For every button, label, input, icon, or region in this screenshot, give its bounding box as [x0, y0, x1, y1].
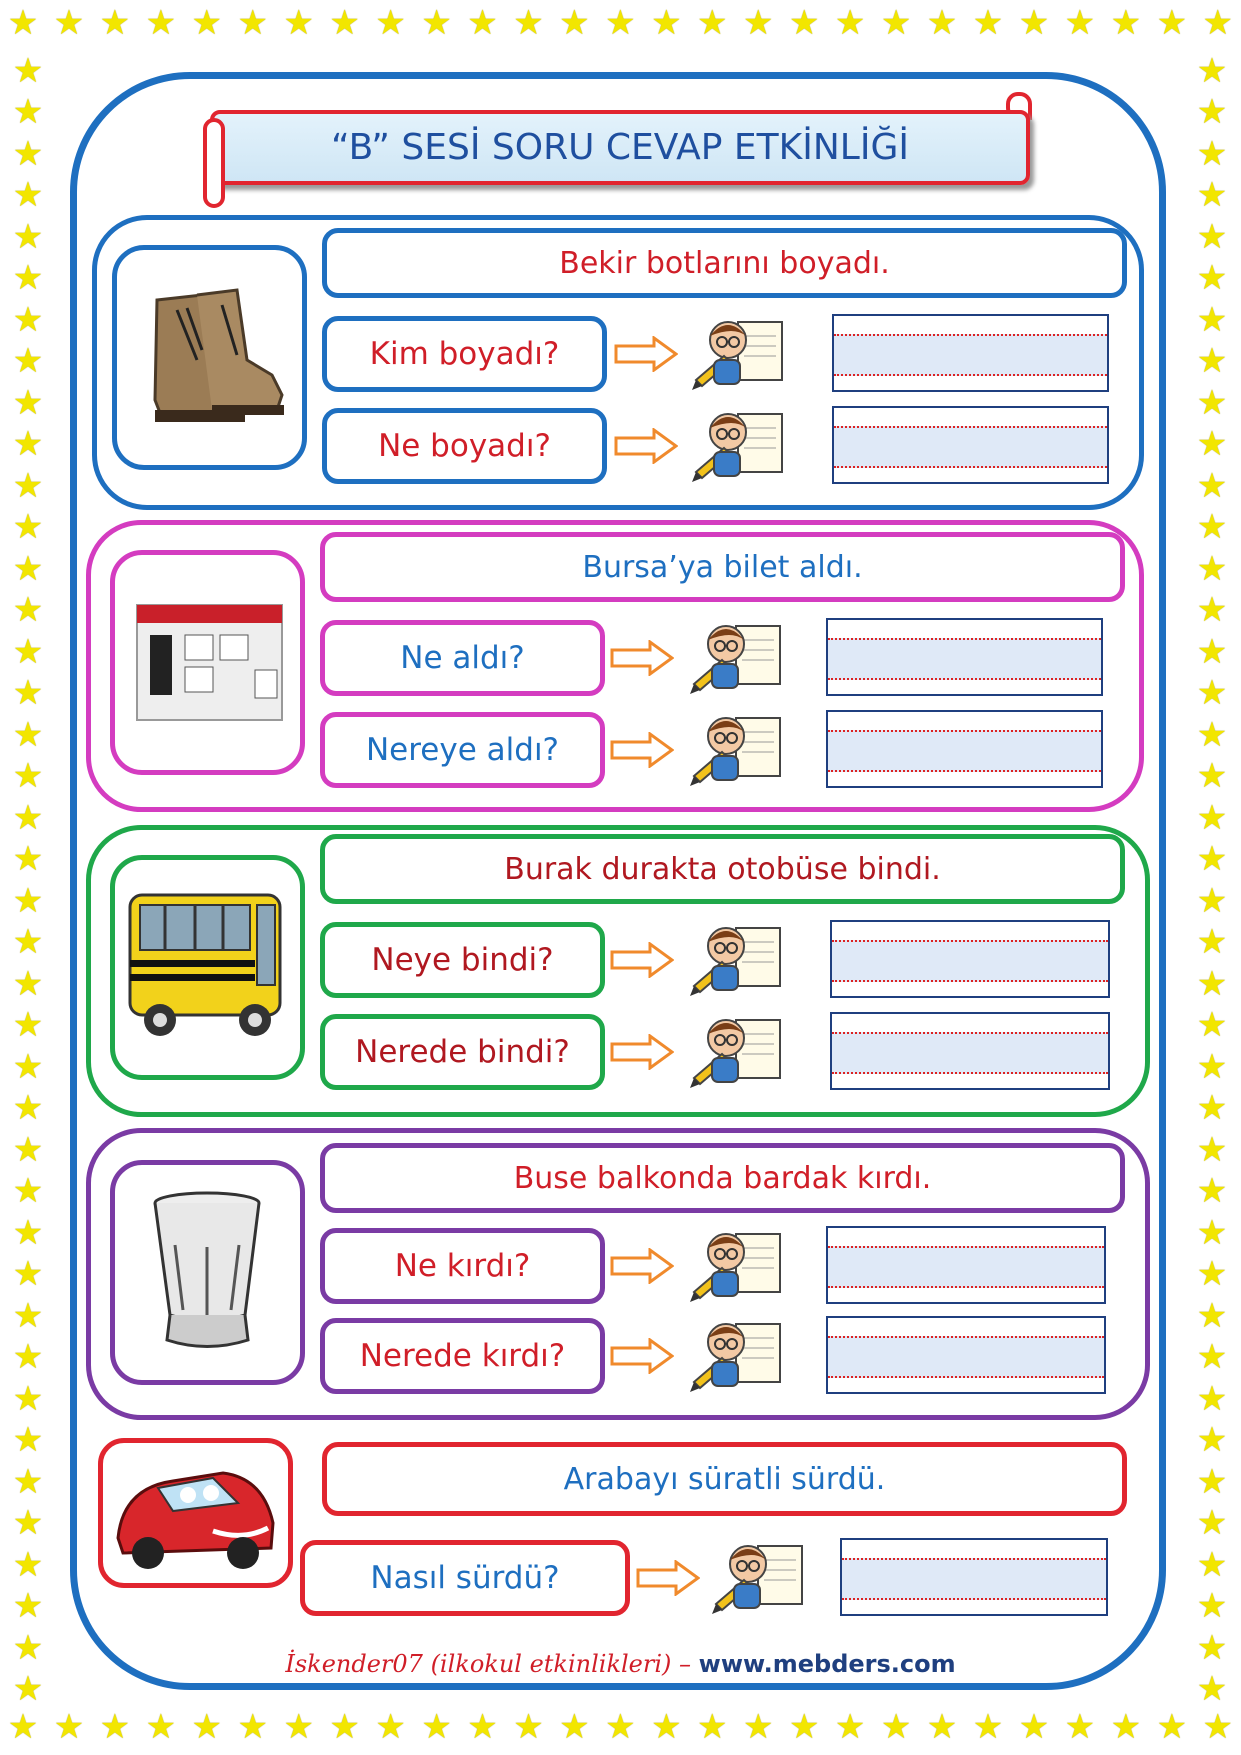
answer-writing-line [834, 334, 1107, 376]
star-icon: ★ [1196, 465, 1228, 506]
image-frame-5 [98, 1438, 293, 1588]
star-icon: ★ [1196, 424, 1228, 465]
star-icon: ★ [742, 1707, 774, 1747]
student-writing-icon [710, 1534, 810, 1618]
star-icon: ★ [421, 1707, 452, 1747]
star-icon: ★ [1196, 1544, 1228, 1585]
star-icon: ★ [12, 1420, 44, 1461]
star-icon: ★ [53, 3, 85, 43]
star-icon: ★ [834, 3, 866, 43]
question-5-1: Nasıl sürdü? [300, 1540, 630, 1616]
answer-box[interactable] [830, 920, 1110, 998]
star-icon: ★ [1196, 341, 1228, 382]
star-icon: ★ [1196, 133, 1228, 174]
arrow-right-icon [614, 428, 678, 464]
statement-3: Burak durakta otobüse bindi. [320, 834, 1125, 904]
answer-box[interactable] [830, 1012, 1110, 1090]
star-icon: ★ [605, 1707, 636, 1747]
star-icon: ★ [972, 3, 1004, 43]
arrow-right-icon [610, 640, 674, 676]
star-icon: ★ [145, 1707, 177, 1747]
star-icon: ★ [12, 1503, 44, 1544]
statement-2: Bursa’ya bilet aldı. [320, 532, 1125, 602]
star-icon: ★ [12, 756, 44, 797]
question-3-1: Neye bindi? [320, 922, 605, 998]
star-icon: ★ [697, 3, 728, 43]
star-icon: ★ [697, 1707, 728, 1747]
star-icon: ★ [283, 3, 314, 43]
star-icon: ★ [1196, 1337, 1228, 1378]
image-frame-1 [112, 245, 307, 470]
star-icon: ★ [1110, 1707, 1142, 1747]
answer-writing-line [828, 638, 1101, 680]
star-icon: ★ [1196, 1461, 1228, 1502]
star-icon: ★ [513, 1707, 544, 1747]
answer-writing-line [828, 1246, 1104, 1288]
star-icon: ★ [1202, 3, 1233, 43]
star-icon: ★ [559, 3, 590, 43]
star-icon: ★ [1196, 175, 1228, 216]
answer-box[interactable] [826, 710, 1103, 788]
star-icon: ★ [1196, 258, 1228, 299]
scroll-curl-left [203, 118, 225, 208]
star-icon: ★ [1196, 714, 1228, 755]
star-icon: ★ [12, 797, 44, 838]
star-icon: ★ [1196, 50, 1228, 91]
star-icon: ★ [1018, 3, 1050, 43]
star-icon: ★ [12, 880, 44, 921]
star-icon: ★ [12, 922, 44, 963]
star-icon: ★ [513, 3, 544, 43]
star-icon: ★ [12, 424, 44, 465]
star-icon: ★ [283, 1707, 314, 1747]
star-icon: ★ [1196, 1088, 1228, 1129]
star-icon: ★ [1196, 1046, 1228, 1087]
star-icon: ★ [329, 1707, 360, 1747]
star-icon: ★ [742, 3, 774, 43]
answer-writing-line [842, 1558, 1106, 1600]
star-icon: ★ [99, 1707, 131, 1747]
star-icon: ★ [1196, 1295, 1228, 1336]
student-writing-icon [690, 402, 790, 486]
star-icon: ★ [1196, 631, 1228, 672]
star-border-bottom [0, 1707, 1241, 1750]
answer-box[interactable] [832, 314, 1109, 392]
answer-writing-line [832, 940, 1108, 982]
star-icon: ★ [1196, 1627, 1228, 1668]
star-icon: ★ [12, 465, 44, 506]
star-icon: ★ [1196, 839, 1228, 880]
star-icon: ★ [12, 92, 44, 133]
star-icon: ★ [1064, 3, 1096, 43]
star-icon: ★ [926, 1707, 958, 1747]
question-2-2: Nereye aldı? [320, 712, 605, 788]
star-icon: ★ [12, 714, 44, 755]
star-icon: ★ [99, 3, 131, 43]
star-icon: ★ [1064, 1707, 1096, 1747]
star-icon: ★ [12, 1129, 44, 1170]
star-icon: ★ [1196, 1378, 1228, 1419]
star-icon: ★ [12, 1254, 44, 1295]
answer-box[interactable] [840, 1538, 1108, 1616]
star-icon: ★ [1196, 507, 1228, 548]
student-writing-icon [688, 706, 788, 790]
star-icon: ★ [1196, 1212, 1228, 1253]
star-icon: ★ [191, 3, 223, 43]
page-title: “B” SESİ SORU CEVAP ETKİNLİĞİ [331, 127, 909, 168]
car-icon [103, 1443, 288, 1583]
star-icon: ★ [1196, 756, 1228, 797]
star-icon: ★ [1196, 922, 1228, 963]
star-icon: ★ [1156, 1707, 1188, 1747]
star-icon: ★ [880, 3, 912, 43]
arrow-right-icon [610, 942, 674, 978]
star-icon: ★ [926, 3, 958, 43]
star-icon: ★ [12, 1088, 44, 1129]
student-writing-icon [690, 310, 790, 394]
star-icon: ★ [651, 1707, 682, 1747]
star-icon: ★ [788, 3, 820, 43]
star-icon: ★ [1156, 3, 1188, 43]
star-border-top [0, 3, 1241, 46]
star-icon: ★ [467, 1707, 498, 1747]
star-icon: ★ [12, 673, 44, 714]
star-icon: ★ [1196, 1171, 1228, 1212]
statement-5: Arabayı süratli sürdü. [322, 1442, 1127, 1516]
star-icon: ★ [12, 133, 44, 174]
star-icon: ★ [12, 1212, 44, 1253]
star-icon: ★ [12, 50, 44, 91]
star-icon: ★ [12, 1669, 44, 1710]
star-icon: ★ [12, 631, 44, 672]
star-icon: ★ [1196, 216, 1228, 257]
star-icon: ★ [7, 1707, 39, 1747]
question-2-1: Ne aldı? [320, 620, 605, 696]
student-writing-icon [688, 1008, 788, 1092]
answer-box[interactable] [826, 1316, 1106, 1394]
star-icon: ★ [1196, 1503, 1228, 1544]
image-frame-4 [110, 1160, 305, 1385]
answer-writing-line [834, 426, 1107, 468]
student-writing-icon [688, 916, 788, 1000]
answer-box[interactable] [826, 1226, 1106, 1304]
star-icon: ★ [12, 1544, 44, 1585]
star-icon: ★ [12, 382, 44, 423]
arrow-right-icon [610, 1338, 674, 1374]
star-icon: ★ [788, 1707, 820, 1747]
star-icon: ★ [605, 3, 636, 43]
star-icon: ★ [1196, 963, 1228, 1004]
star-icon: ★ [375, 1707, 406, 1747]
star-icon: ★ [1196, 880, 1228, 921]
star-icon: ★ [12, 1005, 44, 1046]
star-icon: ★ [329, 3, 360, 43]
star-icon: ★ [145, 3, 177, 43]
star-icon: ★ [12, 507, 44, 548]
arrow-right-icon [614, 336, 678, 372]
answer-box[interactable] [826, 618, 1103, 696]
arrow-right-icon [610, 1034, 674, 1070]
answer-writing-line [832, 1032, 1108, 1074]
statement-1: Bekir botlarını boyadı. [322, 228, 1127, 298]
student-writing-icon [688, 614, 788, 698]
star-icon: ★ [12, 1337, 44, 1378]
star-icon: ★ [12, 590, 44, 631]
star-icon: ★ [12, 341, 44, 382]
star-icon: ★ [1196, 590, 1228, 631]
star-icon: ★ [467, 3, 498, 43]
star-icon: ★ [12, 1378, 44, 1419]
glass-icon [115, 1165, 300, 1380]
star-icon: ★ [12, 299, 44, 340]
star-icon: ★ [12, 175, 44, 216]
star-icon: ★ [191, 1707, 223, 1747]
star-icon: ★ [1196, 299, 1228, 340]
answer-box[interactable] [832, 406, 1109, 484]
answer-writing-line [828, 1336, 1104, 1378]
question-3-2: Nerede bindi? [320, 1014, 605, 1090]
question-1-1: Kim boyadı? [322, 316, 607, 392]
star-icon: ★ [12, 258, 44, 299]
star-icon: ★ [12, 963, 44, 1004]
title-banner [210, 110, 1030, 185]
star-icon: ★ [880, 1707, 912, 1747]
star-icon: ★ [7, 3, 39, 43]
arrow-right-icon [610, 1248, 674, 1284]
star-icon: ★ [12, 216, 44, 257]
boot-icon [117, 250, 302, 465]
star-icon: ★ [12, 839, 44, 880]
star-icon: ★ [12, 1586, 44, 1627]
answer-writing-line [828, 730, 1101, 772]
student-writing-icon [688, 1312, 788, 1396]
star-icon: ★ [1202, 1707, 1233, 1747]
star-icon: ★ [375, 3, 406, 43]
arrow-right-icon [610, 732, 674, 768]
statement-4: Buse balkonda bardak kırdı. [320, 1143, 1125, 1213]
star-icon: ★ [12, 548, 44, 589]
star-border-left [8, 50, 48, 1710]
ticket-icon [115, 555, 300, 770]
star-icon: ★ [12, 1461, 44, 1502]
star-icon: ★ [12, 1171, 44, 1212]
star-icon: ★ [1196, 1005, 1228, 1046]
star-icon: ★ [12, 1627, 44, 1668]
star-icon: ★ [1196, 1254, 1228, 1295]
star-icon: ★ [421, 3, 452, 43]
star-icon: ★ [1196, 1420, 1228, 1461]
star-icon: ★ [559, 1707, 590, 1747]
star-icon: ★ [1196, 548, 1228, 589]
image-frame-2 [110, 550, 305, 775]
star-icon: ★ [1196, 92, 1228, 133]
star-border-right [1192, 50, 1232, 1710]
star-icon: ★ [1196, 1669, 1228, 1710]
footer-site-link[interactable]: www.mebders.com [698, 1650, 956, 1678]
star-icon: ★ [1196, 797, 1228, 838]
star-icon: ★ [237, 1707, 268, 1747]
footer-author: İskender07 (ilkokul etkinlikleri) – [285, 1650, 692, 1678]
star-icon: ★ [1196, 1129, 1228, 1170]
star-icon: ★ [1018, 1707, 1050, 1747]
star-icon: ★ [12, 1295, 44, 1336]
arrow-right-icon [636, 1560, 700, 1596]
student-writing-icon [688, 1222, 788, 1306]
star-icon: ★ [834, 1707, 866, 1747]
star-icon: ★ [12, 1046, 44, 1087]
star-icon: ★ [53, 1707, 85, 1747]
star-icon: ★ [1196, 1586, 1228, 1627]
footer [0, 1650, 1241, 1678]
question-1-2: Ne boyadı? [322, 408, 607, 484]
star-icon: ★ [1196, 382, 1228, 423]
star-icon: ★ [1196, 673, 1228, 714]
star-icon: ★ [237, 3, 268, 43]
question-4-1: Ne kırdı? [320, 1228, 605, 1304]
bus-icon [115, 860, 300, 1075]
star-icon: ★ [651, 3, 682, 43]
star-icon: ★ [1110, 3, 1142, 43]
image-frame-3 [110, 855, 305, 1080]
question-4-2: Nerede kırdı? [320, 1318, 605, 1394]
star-icon: ★ [972, 1707, 1004, 1747]
